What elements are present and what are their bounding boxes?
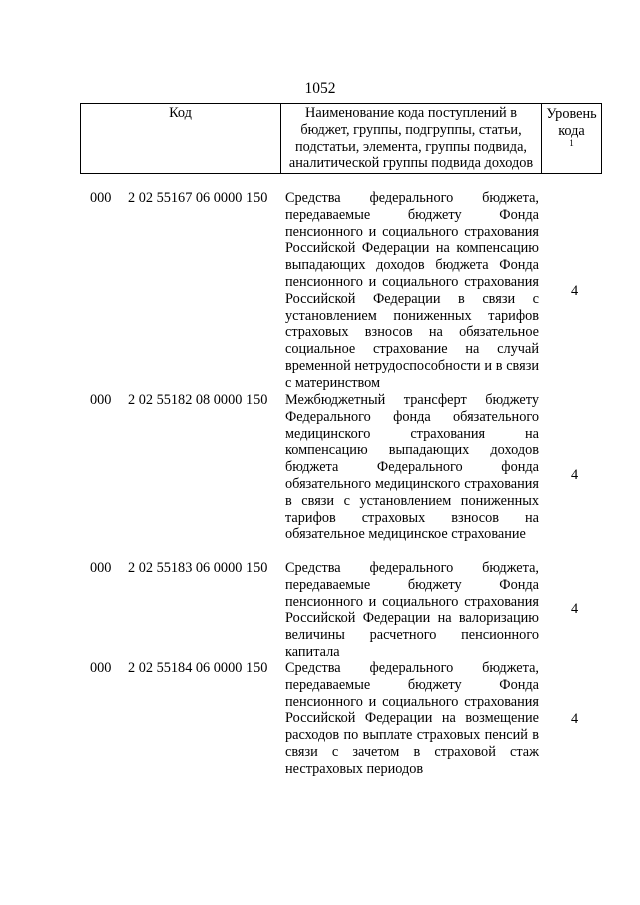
- revenue-name: Средства федерального бюджета, передаваемые бюджету Фонда пенсионного и социального страхования Российской Федерации на компенсацию выпадающих доходов бюджета Фонда пенсионного и социального страхования Российской Федерации в связи с установлением пониженных тарифов страховых взносов на обязательное социальное страхование на случай временной нетрудоспособности и в связи с материнством: [285, 190, 539, 391]
- header-code-label: Код: [169, 105, 192, 121]
- revenue-name: Межбюджетный трансферт бюджету Федерального фонда обязательного медицинского страхования на компенсацию выпадающих доходов бюджета Федерального фонда обязательного медицинского страхования в связи с установлением пониженных тарифов страховых взносов на обязательное медицинское страхование: [285, 392, 539, 543]
- header-level-label: Уровень кода: [546, 106, 597, 139]
- header-name-label: Наименование кода поступлений в бюджет, группы, подгруппы, статьи, подстатьи, элемента, группы подвида, аналитической группы подвида доходов: [288, 105, 534, 172]
- revenue-name: Средства федерального бюджета, передаваемые бюджету Фонда пенсионного и социального страхования Российской Федерации на валоризацию величины расчетного пенсионного капитала: [285, 560, 539, 660]
- header-name-cell: [280, 103, 542, 174]
- admin-code: 000: [90, 560, 112, 576]
- revenue-name: Средства федерального бюджета, передаваемые бюджету Фонда пенсионного и социального страхования Российской Федерации на возмещение расходов по выплате страховых пенсий в связи с зачетом в страховой стаж нестраховых периодов: [285, 660, 539, 777]
- admin-code: 000: [90, 660, 112, 676]
- revenue-code: 2 02 55182 08 0000 150: [128, 392, 268, 408]
- code-level: 4: [571, 601, 579, 617]
- header-level-footnote: 1: [569, 137, 574, 148]
- header-level-wrap: [542, 104, 601, 156]
- header-code-cell: [80, 103, 281, 174]
- code-level: 4: [571, 711, 579, 727]
- revenue-code: 2 02 55183 06 0000 150: [128, 560, 268, 576]
- revenue-code: 2 02 55167 06 0000 150: [128, 190, 268, 206]
- code-level: 4: [571, 283, 579, 299]
- revenue-code: 2 02 55184 06 0000 150: [128, 660, 268, 676]
- header-level-cell: [541, 103, 602, 174]
- page-number: 1052: [304, 80, 336, 97]
- admin-code: 000: [90, 392, 112, 408]
- admin-code: 000: [90, 190, 112, 206]
- code-level: 4: [571, 467, 579, 483]
